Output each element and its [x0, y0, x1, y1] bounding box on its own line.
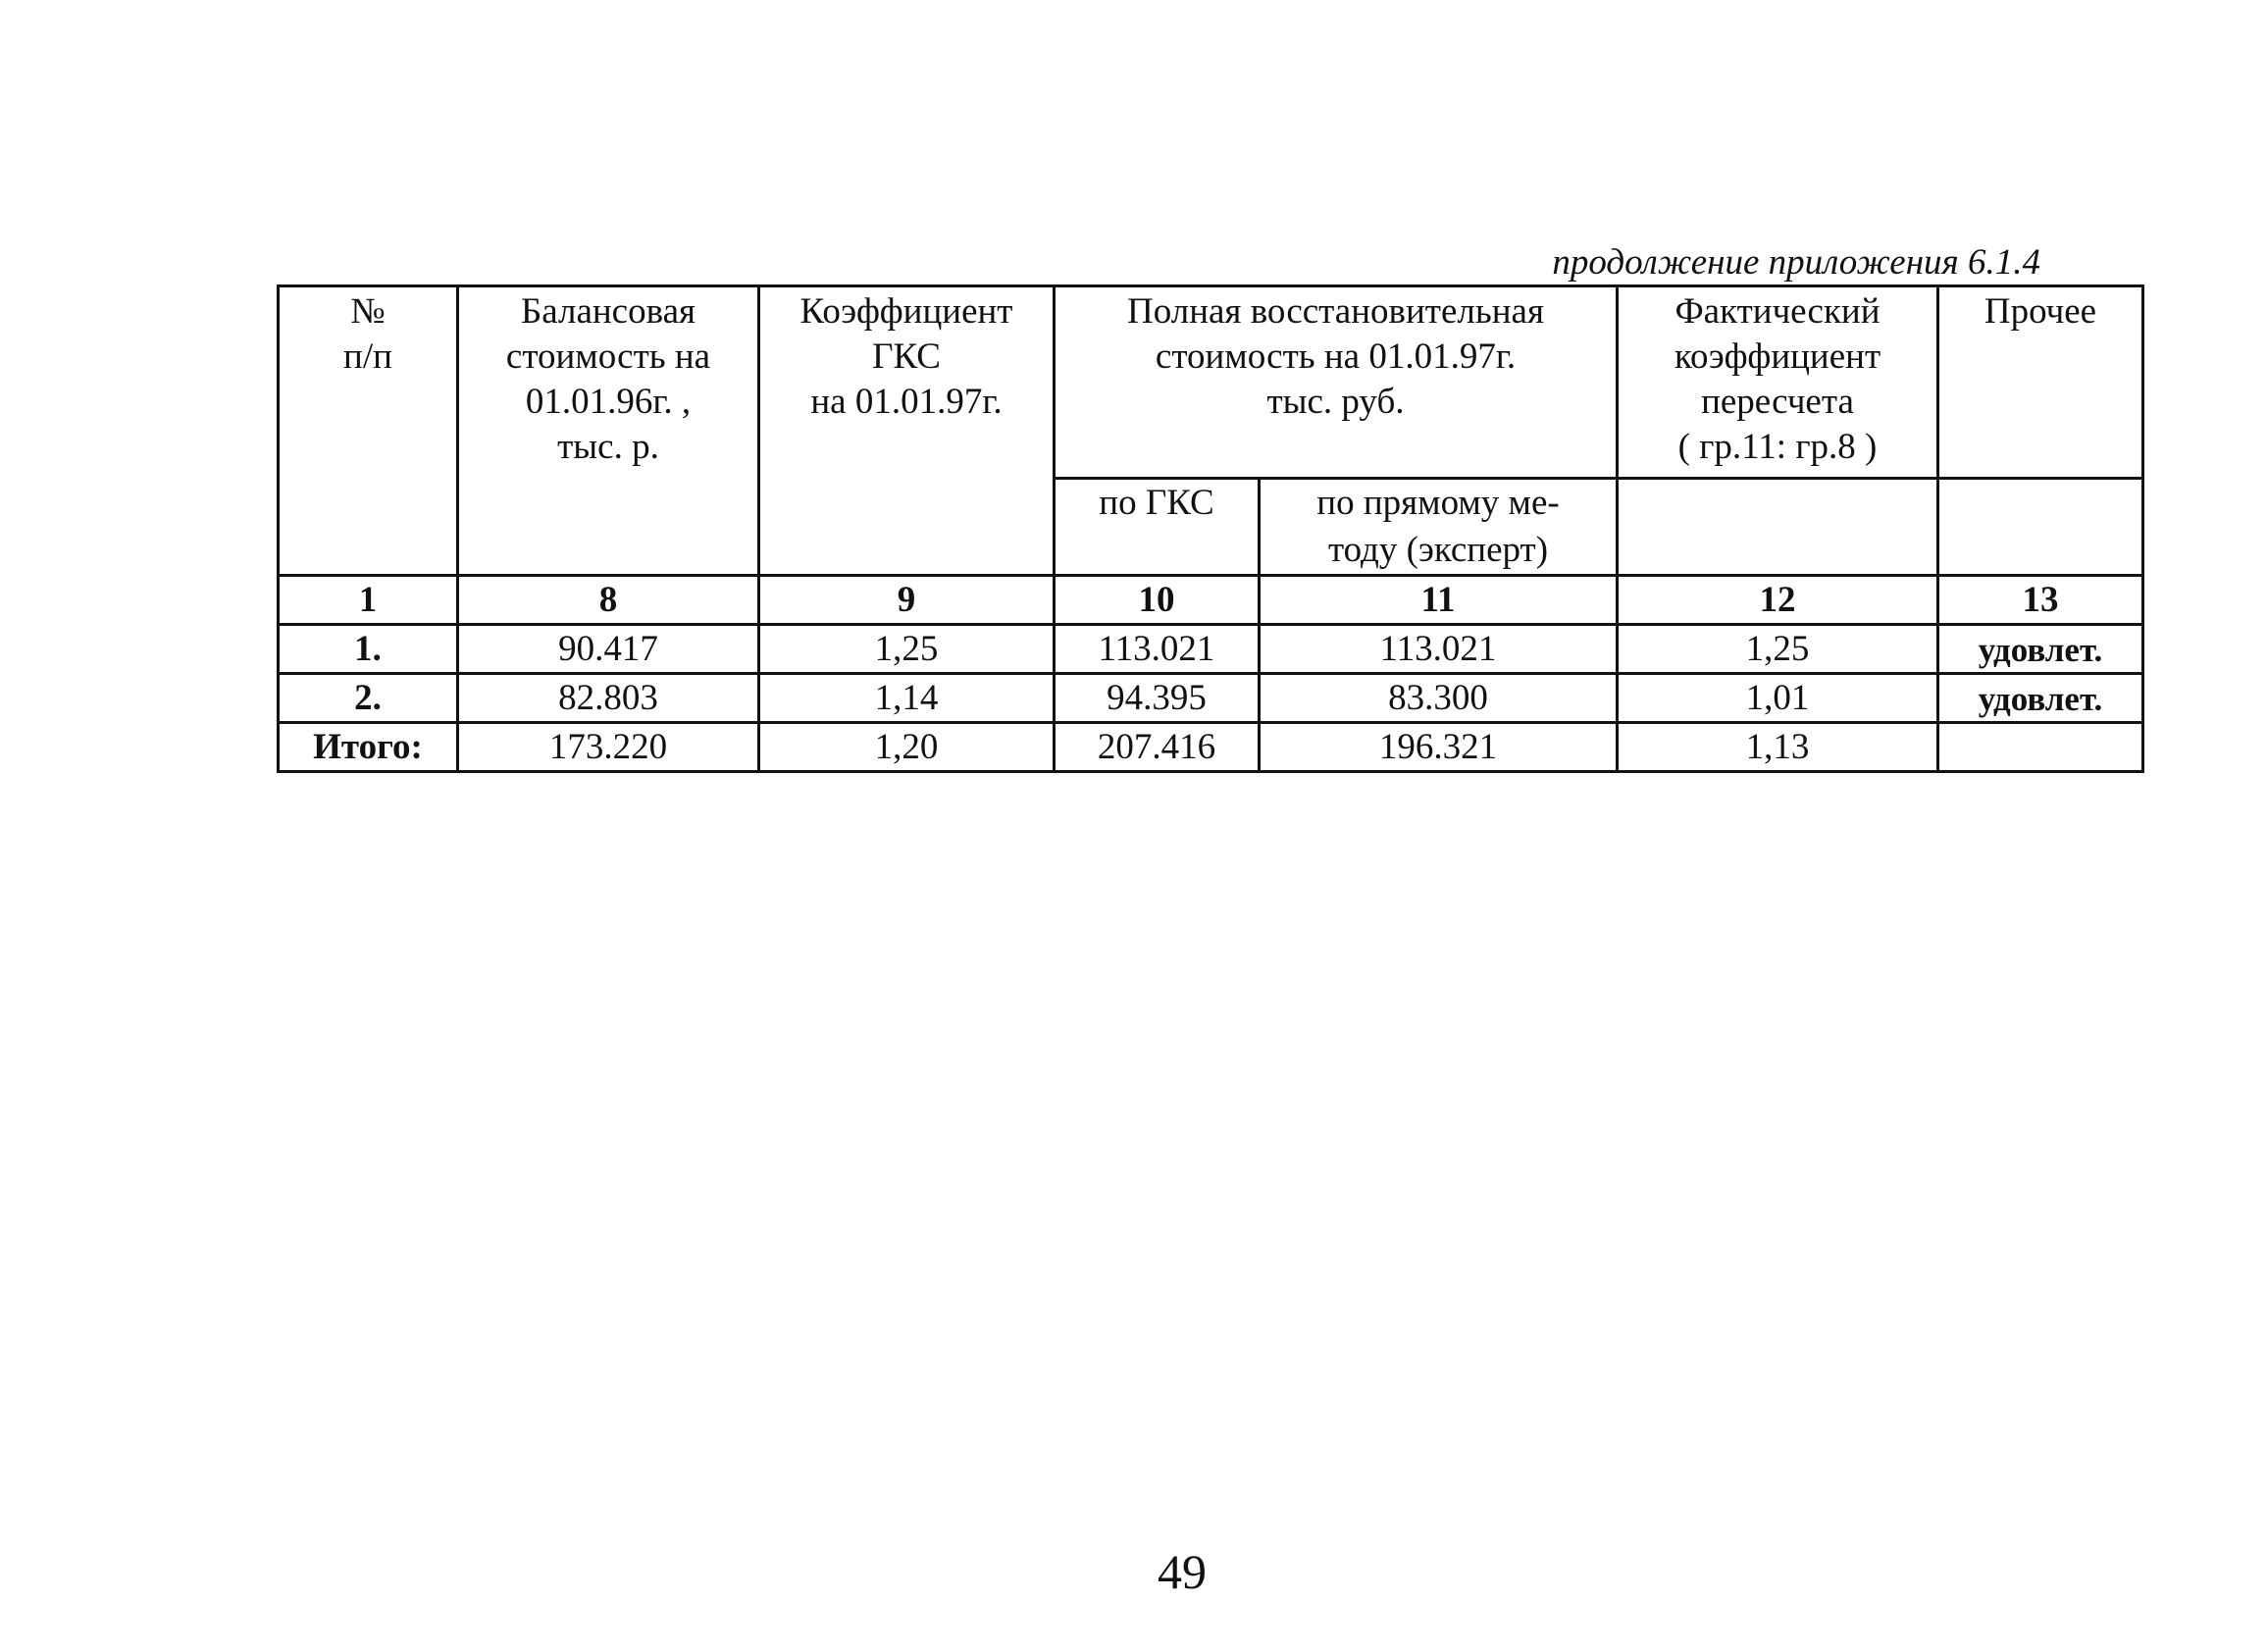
header-by-direct-line-1: по прямому ме-	[1316, 483, 1560, 523]
row-other: удовлет.	[1938, 625, 2143, 674]
column-number: 11	[1260, 576, 1618, 625]
total-label: Итого:	[279, 723, 458, 772]
row-by-direct: 113.021	[1260, 625, 1618, 674]
header-by-gks	[1055, 479, 1260, 576]
table-caption: продолжение приложения 6.1.4	[1552, 242, 2040, 283]
total-balance: 173.220	[458, 723, 759, 772]
header-balance	[458, 286, 759, 576]
header-actual-coef-line-4: ( гр.11: гр.8 )	[1677, 427, 1878, 467]
column-number: 8	[458, 576, 759, 625]
header-balance-line-1: Балансовая	[520, 291, 696, 332]
row-num: 2.	[279, 674, 458, 723]
total-row	[279, 723, 2143, 772]
column-number: 13	[1938, 576, 2143, 625]
header-actual-coef-line-3: пересчета	[1701, 382, 1854, 422]
row-balance: 82.803	[458, 674, 759, 723]
column-numbers-row	[279, 576, 2143, 625]
row-balance: 90.417	[458, 625, 759, 674]
header-actual-coef-empty	[1618, 479, 1938, 576]
total-gks-coef: 1,20	[759, 723, 1055, 772]
header-gks-coef-line-2: ГКС	[872, 336, 941, 377]
row-num: 1.	[279, 625, 458, 674]
header-balance-line-2: стоимость на	[505, 336, 711, 377]
column-number: 12	[1618, 576, 1938, 625]
row-actual-coef: 1,25	[1618, 625, 1938, 674]
total-other	[1938, 723, 2143, 772]
table-row	[279, 674, 2143, 723]
header-gks-coef-line-3: на 01.01.97г.	[810, 382, 1003, 422]
row-by-gks: 113.021	[1055, 625, 1260, 674]
header-balance-line-4: тыс. р.	[557, 427, 659, 467]
header-gks-coef	[759, 286, 1055, 576]
header-full-cost-line-1: Полная восстановительная	[1127, 291, 1544, 332]
header-by-gks-line-1: по ГКС	[1099, 483, 1214, 523]
valuation-table	[277, 284, 2144, 773]
header-full-cost-line-2: стоимость на 01.01.97г.	[1155, 336, 1517, 377]
header-balance-line-3: 01.01.96г. ,	[525, 382, 692, 422]
header-full-cost-line-3: тыс. руб.	[1266, 382, 1405, 422]
header-actual-coef-line-1: Фактический	[1674, 291, 1881, 332]
row-gks-coef: 1,25	[759, 625, 1055, 674]
column-number: 9	[759, 576, 1055, 625]
total-by-gks: 207.416	[1055, 723, 1260, 772]
header-num	[279, 286, 458, 576]
row-actual-coef: 1,01	[1618, 674, 1938, 723]
header-actual-coef-line-2: коэффициент	[1674, 336, 1881, 377]
header-by-direct	[1260, 479, 1618, 576]
header-actual-coef	[1618, 286, 1938, 479]
total-by-direct: 196.321	[1260, 723, 1618, 772]
column-number: 1	[279, 576, 458, 625]
row-gks-coef: 1,14	[759, 674, 1055, 723]
header-other-line-1: Прочее	[1984, 291, 2097, 332]
header-other-empty	[1938, 479, 2143, 576]
header-row	[279, 286, 2143, 479]
column-number: 10	[1055, 576, 1260, 625]
page-number: 49	[1158, 1544, 1207, 1599]
table-row	[279, 625, 2143, 674]
row-by-direct: 83.300	[1260, 674, 1618, 723]
total-actual-coef: 1,13	[1618, 723, 1938, 772]
header-full-cost	[1055, 286, 1618, 479]
header-other	[1938, 286, 2143, 479]
row-other: удовлет.	[1938, 674, 2143, 723]
header-by-direct-line-2: тоду (эксперт)	[1327, 530, 1549, 570]
header-gks-coef-line-1: Коэффициент	[799, 291, 1013, 332]
row-by-gks: 94.395	[1055, 674, 1260, 723]
header-num-line-1: №	[350, 291, 386, 332]
header-num-line-2: п/п	[343, 336, 392, 377]
